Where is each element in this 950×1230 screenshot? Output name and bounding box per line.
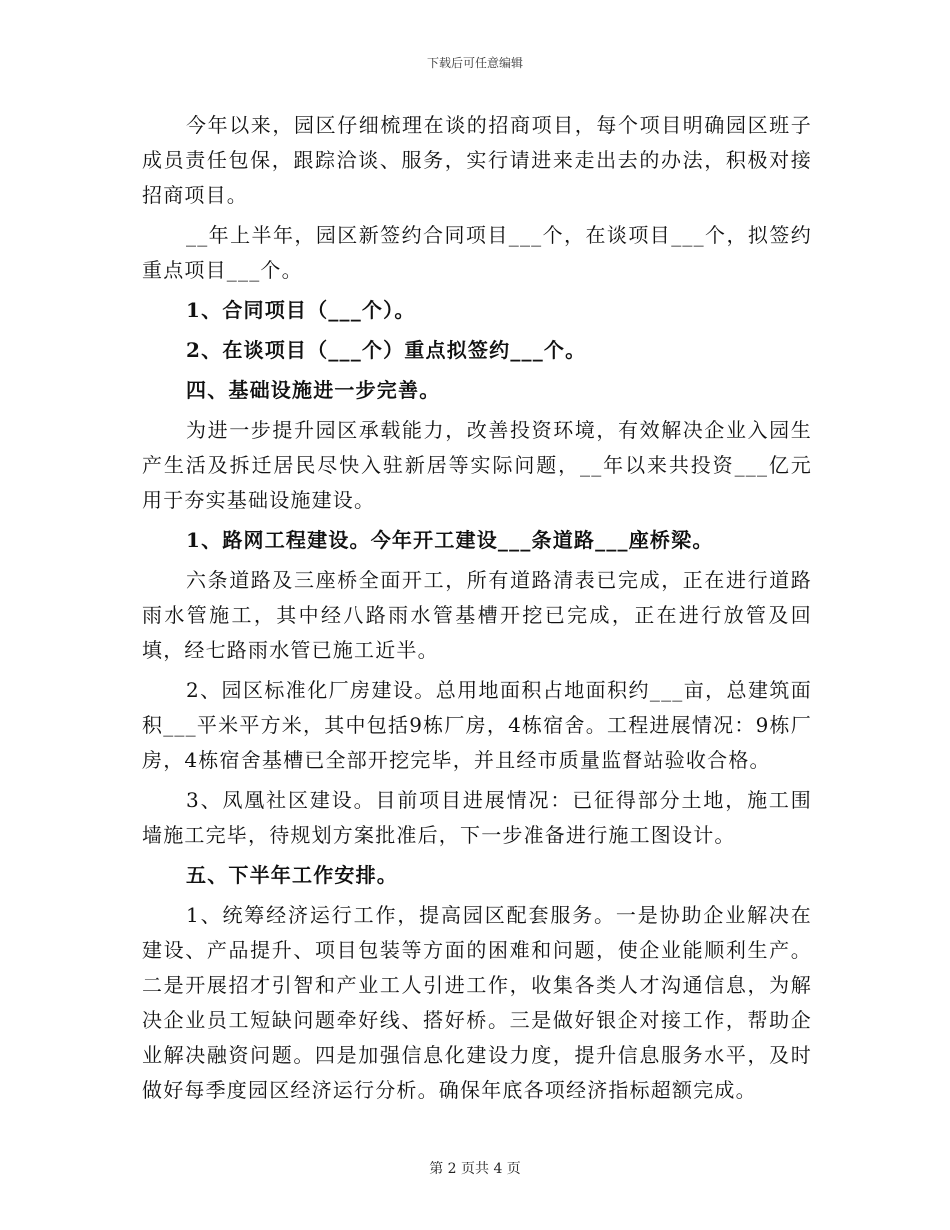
- paragraph-intro: 今年以来，园区仔细梳理在谈的招商项目，每个项目明确园区班子成员责任包保，跟踪洽谈、服务，实行请进来走出去的办法，积极对接招商项目。: [142, 113, 812, 207]
- paragraph-signed-projects: __年上半年，园区新签约合同项目___个，在谈项目___个，拟签约重点项目___个。: [142, 223, 812, 282]
- page-footer: 第 2 页共 4 页: [429, 1161, 521, 1177]
- paragraph-economic-operation: 1、统筹经济运行工作，提高园区配套服务。一是协助企业解决在建设、产品提升、项目包装等方面的困难和问题，使企业能顺利生产。二是开展招才引智和产业工人引进工作，收集各类人才沟通信息，为解决企业员工短缺问题牵好线、搭好桥。三是做好银企对接工作，帮助企业解决融资问题。四是加强信息化建设力度，提升信息服务水平，及时做好每季度园区经济运行分析。确保年底各项经济指标超额完成。: [142, 903, 812, 1102]
- section-heading-second-half: 五、下半年工作安排。: [186, 863, 398, 887]
- paragraph-infrastructure: 为进一步提升园区承载能力，改善投资环境，有效解决企业入园生产生活及拆迁居民尽快入驻新居等实际问题，__年以来共投资___亿元用于夯实基础设施建设。: [142, 418, 812, 512]
- paragraph-community-construction: 3、凤凰社区建设。目前项目进展情况：已征得部分土地，施工围墙施工完毕，待规划方案批准后，下一步准备进行施工图设计。: [142, 788, 812, 847]
- heading-negotiating-projects: 2、在谈项目（___个）重点拟签约___个。: [186, 338, 587, 362]
- paragraph-factory-construction: 2、园区标准化厂房建设。总用地面积占地面积约___亩，总建筑面积___平米平方米，其中包括9栋厂房，4栋宿舍。工程进展情况：9栋厂房，4栋宿舍基槽已全部开挖完毕，并且经市质量监督站验收合格。: [142, 678, 812, 772]
- paragraph-road-progress: 六条道路及三座桥全面开工，所有道路清表已完成，正在进行道路雨水管施工，其中经八路雨水管基槽开挖已完成，正在进行放管及回填，经七路雨水管已施工近半。: [142, 568, 812, 662]
- section-heading-infrastructure: 四、基础设施进一步完善。: [186, 378, 441, 402]
- heading-contract-projects: 1、合同项目（___个）。: [186, 298, 416, 322]
- heading-road-network: 1、路网工程建设。今年开工建设___条道路___座桥梁。: [186, 528, 714, 552]
- page-header: 下载后可任意编辑: [426, 56, 523, 70]
- document-body: [142, 108, 812, 1108]
